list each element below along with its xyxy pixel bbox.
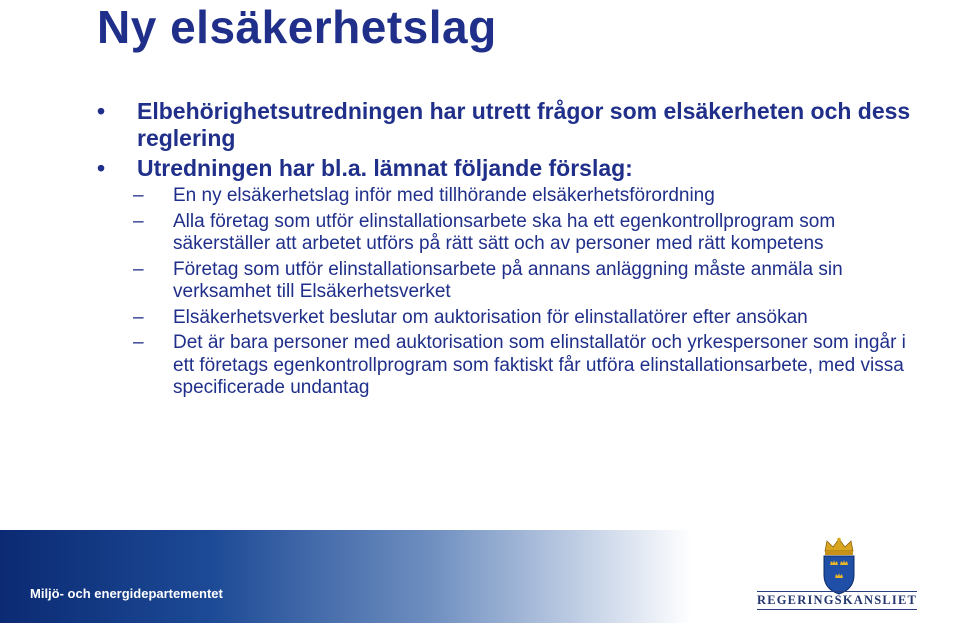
- bullet-item: [0, 155, 960, 182]
- sub-item: [0, 185, 960, 208]
- bullet-dot-icon: •: [97, 155, 106, 181]
- regeringskansliet-logo-text: REGERINGSKANSLIET: [757, 591, 917, 610]
- dash-icon: –: [133, 306, 144, 328]
- sub-item-text: Det är bara personer med auktorisation som elinstallatör och yrkespersoner som ingår i ett företags egenkontrollprogram som faktiskt får utföra elinstallationsarbete, med vissa specificerade undantag: [173, 332, 906, 398]
- sub-item: [0, 211, 960, 256]
- sub-item: [0, 332, 960, 400]
- department-name: Miljö- och energidepartementet: [30, 586, 223, 601]
- sub-item: [0, 307, 960, 330]
- dash-icon: –: [133, 332, 144, 353]
- bullet-text: Elbehörighetsutredningen har utrett frågor som elsäkerheten och dess reglering: [137, 98, 911, 151]
- bullet-item: [0, 98, 960, 152]
- bullet-dot-icon: •: [97, 98, 106, 124]
- slide-content: [0, 98, 960, 400]
- sub-item-text: En ny elsäkerhetslag inför med tillhörande elsäkerhetsförordning: [173, 185, 715, 206]
- sub-item-text: Elsäkerhetsverket beslutar om auktorisation för elinstallatörer efter ansökan: [173, 306, 808, 328]
- dash-icon: –: [133, 185, 144, 206]
- sub-item-text: Alla företag som utför elinstallationsarbete ska ha ett egenkontrollprogram som säkerställer att arbetet utförs på rätt sätt och av personer med rätt kompetens: [173, 210, 836, 254]
- dash-icon: –: [133, 258, 144, 280]
- slide-title: Ny elsäkerhetslag: [97, 1, 497, 53]
- sub-item-text: Företag som utför elinstallationsarbete på annans anläggning måste anmäla sin verksamhet till Elsäkerhetsverket: [173, 258, 843, 302]
- bullet-text: Utredningen har bl.a. lämnat följande förslag:: [137, 155, 633, 181]
- crown-crest-icon: [817, 537, 861, 595]
- dash-icon: –: [133, 210, 144, 232]
- sub-item: [0, 259, 960, 304]
